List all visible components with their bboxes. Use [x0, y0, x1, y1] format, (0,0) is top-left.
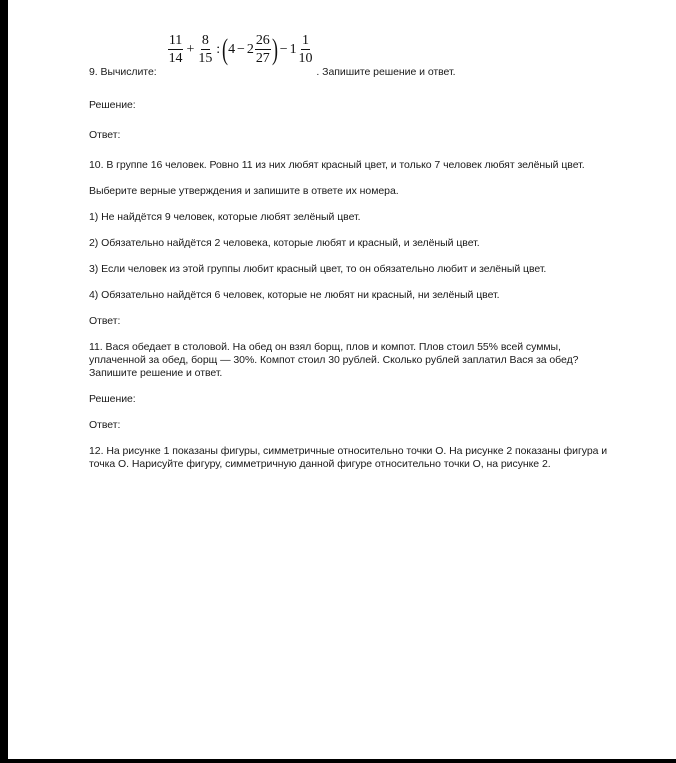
minus-sign: − [279, 42, 288, 57]
document-page [89, 30, 609, 471]
fraction-denominator: 10 [298, 51, 313, 66]
task9-expression [167, 33, 315, 66]
task12-text: 12. На рисунке 1 показаны фигуры, симметричные относительно точки О. На рисунке 2 показаны фигура и точка О. Нарисуйте фигуру, симметричную данной фигуре относительно точки О, на рисунке 2. [89, 445, 608, 470]
fraction-11-14 [168, 33, 184, 66]
task10-option: 4) Обязательно найдётся 6 человек, которые не любят ни красный, ни зелёный цвет. [89, 289, 500, 301]
close-parenthesis: ) [271, 32, 278, 66]
fraction-1-10 [298, 33, 314, 66]
task9-answer-label: Ответ: [89, 129, 121, 141]
task9-label: 9. Вычислите: [89, 66, 157, 78]
left-border-bar [0, 0, 8, 763]
minus-sign: − [237, 42, 245, 57]
mixed-number-whole: 2 [246, 42, 254, 57]
bottom-border-bar [0, 759, 676, 763]
fraction-26-27 [255, 33, 271, 66]
fraction-numerator: 1 [301, 33, 309, 48]
task10-option: 3) Если человек из этой группы любит красный цвет, то он обязательно любит и зелёный цвет. [89, 263, 547, 275]
task11-text: 11. Вася обедает в столовой. На обед он взял борщ, плов и компот. Плов стоил 55% всей суммы, уплаченной за обед, борщ — 30%. Компот стоил 30 рублей. Сколько рублей заплатил Вася за обед? Запишите решение и ответ. [89, 341, 579, 379]
division-sign: : [216, 42, 221, 57]
task10-option: 2) Обязательно найдётся 2 человека, которые любят и красный, и зелёный цвет. [89, 237, 480, 249]
mixed-number-whole: 1 [289, 42, 297, 57]
task9-header [89, 30, 609, 82]
task10-instruction: Выберите верные утверждения и запишите в ответе их номера. [89, 185, 399, 197]
open-parenthesis: ( [222, 32, 229, 66]
fraction-denominator: 15 [198, 51, 213, 66]
fraction-denominator: 14 [168, 51, 183, 66]
task11-answer-label: Ответ: [89, 419, 121, 431]
task10-answer-label: Ответ: [89, 315, 121, 327]
whole-number-4: 4 [228, 42, 236, 57]
fraction-8-15 [197, 33, 213, 66]
task11-solution-label: Решение: [89, 393, 136, 405]
task9-instruction: . Запишите решение и ответ. [316, 66, 456, 78]
fraction-numerator: 11 [168, 33, 183, 48]
fraction-numerator: 26 [255, 33, 270, 48]
fraction-numerator: 8 [201, 33, 209, 48]
fraction-denominator: 27 [255, 51, 270, 66]
task9-solution-label: Решение: [89, 99, 136, 111]
task10-option: 1) Не найдётся 9 человек, которые любят зелёный цвет. [89, 211, 361, 223]
plus-sign: + [186, 42, 195, 57]
task10-text: 10. В группе 16 человек. Ровно 11 из них любят красный цвет, и только 7 человек любят зелёный цвет. [89, 159, 585, 171]
